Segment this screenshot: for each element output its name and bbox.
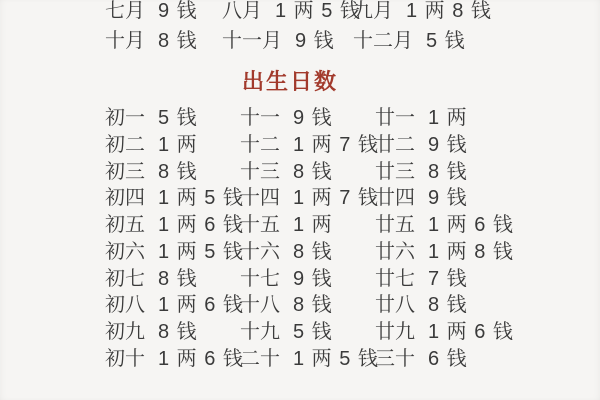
month-label: 八月 bbox=[222, 0, 262, 22]
day-weight-cell bbox=[240, 315, 375, 344]
day-weight-value: 1 两 5 钱 bbox=[293, 348, 379, 371]
day-label: 廿三 bbox=[375, 160, 415, 183]
month-weight-value: 1 两 8 钱 bbox=[406, 0, 492, 22]
day-weight-cell bbox=[240, 342, 379, 371]
day-weight-cell bbox=[375, 128, 468, 157]
day-row bbox=[105, 209, 600, 236]
day-weight-value: 1 两 6 钱 bbox=[158, 214, 244, 237]
day-label: 初五 bbox=[105, 214, 145, 237]
day-weight-value: 1 两 7 钱 bbox=[293, 187, 379, 210]
day-row bbox=[105, 290, 600, 317]
month-weight-cell bbox=[222, 24, 353, 53]
day-weight-value: 8 钱 bbox=[293, 240, 333, 263]
day-weight-cell bbox=[240, 262, 375, 291]
day-weight-value: 1 两 6 钱 bbox=[158, 294, 244, 317]
day-weight-value: 9 钱 bbox=[428, 133, 468, 156]
day-weight-cell bbox=[240, 128, 379, 157]
month-row bbox=[105, 0, 600, 23]
day-weight-value: 1 两 6 钱 bbox=[428, 214, 514, 237]
day-weight-value: 1 两 7 钱 bbox=[293, 133, 379, 156]
day-weight-cell bbox=[105, 262, 240, 291]
day-weight-cell bbox=[105, 128, 240, 157]
month-weight-value: 9 钱 bbox=[158, 0, 198, 22]
day-label: 二十 bbox=[240, 348, 280, 371]
day-row bbox=[105, 156, 600, 183]
day-weight-value: 8 钱 bbox=[293, 294, 333, 317]
day-weight-value: 1 两 bbox=[158, 133, 198, 156]
day-weight-value: 1 两 5 钱 bbox=[158, 187, 244, 210]
day-label: 初八 bbox=[105, 294, 145, 317]
month-weight-value: 9 钱 bbox=[295, 29, 335, 52]
day-weight-value: 1 两 bbox=[428, 106, 468, 129]
day-weight-cell bbox=[240, 208, 375, 237]
month-weight-cell bbox=[353, 24, 466, 53]
month-label: 七月 bbox=[105, 0, 145, 22]
day-label: 廿一 bbox=[375, 106, 415, 129]
day-weight-cell bbox=[375, 262, 468, 291]
day-label: 初三 bbox=[105, 160, 145, 183]
month-weight-cell bbox=[105, 0, 222, 23]
day-weight-value: 6 钱 bbox=[428, 348, 468, 371]
day-label: 十一 bbox=[240, 106, 280, 129]
day-weight-value: 1 两 6 钱 bbox=[428, 321, 514, 344]
day-weight-table bbox=[105, 102, 600, 370]
month-weight-cell bbox=[105, 24, 222, 53]
day-row bbox=[105, 316, 600, 343]
day-label: 初十 bbox=[105, 348, 145, 371]
month-weight-value: 1 两 5 钱 bbox=[275, 0, 361, 22]
day-weight-cell bbox=[105, 235, 244, 264]
day-weight-value: 5 钱 bbox=[293, 321, 333, 344]
day-weight-cell bbox=[375, 235, 514, 264]
day-weight-value: 8 钱 bbox=[428, 160, 468, 183]
day-weight-value: 8 钱 bbox=[158, 267, 198, 290]
day-label: 廿七 bbox=[375, 267, 415, 290]
day-weight-cell bbox=[105, 288, 244, 317]
day-weight-value: 5 钱 bbox=[158, 106, 198, 129]
month-weight-section bbox=[105, 0, 600, 53]
month-weight-cell bbox=[353, 0, 492, 23]
month-weight-cell bbox=[222, 0, 361, 23]
day-weight-value: 9 钱 bbox=[293, 267, 333, 290]
day-weight-value: 7 钱 bbox=[428, 267, 468, 290]
day-row bbox=[105, 102, 600, 129]
day-weight-cell bbox=[105, 342, 244, 371]
day-weight-value: 9 钱 bbox=[293, 106, 333, 129]
day-label: 初七 bbox=[105, 267, 145, 290]
day-row bbox=[105, 343, 600, 370]
day-weight-cell bbox=[240, 101, 375, 130]
day-weight-cell bbox=[105, 181, 244, 210]
day-weight-value: 8 钱 bbox=[428, 294, 468, 317]
day-weight-value: 8 钱 bbox=[158, 160, 198, 183]
day-label: 初九 bbox=[105, 321, 145, 344]
day-label: 十九 bbox=[240, 321, 280, 344]
day-label: 初二 bbox=[105, 133, 145, 156]
day-row bbox=[105, 236, 600, 263]
day-weight-cell bbox=[375, 342, 468, 371]
month-weight-value: 8 钱 bbox=[158, 29, 198, 52]
day-weight-cell bbox=[375, 155, 468, 184]
day-label: 廿六 bbox=[375, 240, 415, 263]
day-label: 十七 bbox=[240, 267, 280, 290]
day-label: 十四 bbox=[240, 187, 280, 210]
day-label: 十二 bbox=[240, 133, 280, 156]
day-weight-cell bbox=[375, 288, 468, 317]
day-row bbox=[105, 129, 600, 156]
day-label: 十六 bbox=[240, 240, 280, 263]
day-label: 十八 bbox=[240, 294, 280, 317]
month-label: 十月 bbox=[105, 29, 145, 52]
day-weight-cell bbox=[240, 155, 375, 184]
day-label: 三十 bbox=[375, 348, 415, 371]
day-weight-cell bbox=[375, 101, 468, 130]
day-label: 十三 bbox=[240, 160, 280, 183]
month-label: 十二月 bbox=[353, 29, 413, 52]
month-label: 十一月 bbox=[222, 29, 282, 52]
day-weight-cell bbox=[105, 315, 240, 344]
day-label: 初一 bbox=[105, 106, 145, 129]
month-label: 九月 bbox=[353, 0, 393, 22]
day-weight-value: 1 两 6 钱 bbox=[158, 348, 244, 371]
day-row bbox=[105, 263, 600, 290]
day-weight-cell bbox=[375, 315, 514, 344]
day-weight-cell bbox=[375, 208, 514, 237]
day-weight-cell bbox=[105, 101, 240, 130]
day-weight-cell bbox=[240, 235, 375, 264]
day-label: 廿四 bbox=[375, 187, 415, 210]
day-weight-value: 8 钱 bbox=[158, 321, 198, 344]
day-weight-value: 1 两 bbox=[293, 214, 333, 237]
section-title-birth-days: 出生日数 bbox=[241, 69, 338, 94]
day-label: 廿五 bbox=[375, 214, 415, 237]
day-weight-value: 9 钱 bbox=[428, 187, 468, 210]
day-weight-value: 1 两 5 钱 bbox=[158, 240, 244, 263]
day-weight-cell bbox=[375, 181, 468, 210]
day-row bbox=[105, 182, 600, 209]
day-label: 廿八 bbox=[375, 294, 415, 317]
month-weight-value: 5 钱 bbox=[426, 29, 466, 52]
day-weight-cell bbox=[240, 181, 379, 210]
day-label: 廿二 bbox=[375, 133, 415, 156]
day-weight-value: 8 钱 bbox=[293, 160, 333, 183]
day-label: 廿九 bbox=[375, 321, 415, 344]
day-weight-cell bbox=[240, 288, 375, 317]
day-label: 初六 bbox=[105, 240, 145, 263]
day-weight-cell bbox=[105, 155, 240, 184]
day-label: 初四 bbox=[105, 187, 145, 210]
day-weight-cell bbox=[105, 208, 244, 237]
month-row bbox=[105, 23, 600, 53]
day-weight-value: 1 两 8 钱 bbox=[428, 240, 514, 263]
day-label: 十五 bbox=[240, 214, 280, 237]
